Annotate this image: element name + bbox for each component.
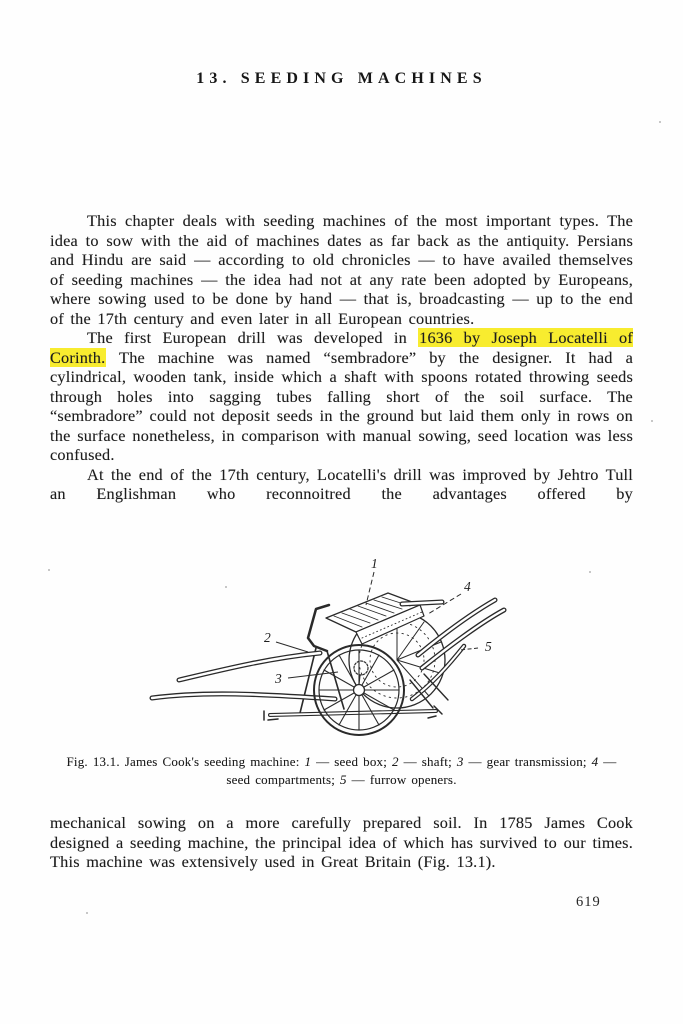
seeding-machine-drawing bbox=[130, 552, 550, 747]
scan-speck bbox=[48, 569, 50, 571]
caption-item-3-num: 3 bbox=[456, 754, 464, 769]
page-title: 13. SEEDING MACHINES bbox=[196, 70, 487, 87]
paragraph-2-after-highlight: The machine was named “sembradore” by the designer. It had a cylindrical, wooden tank, inside which a shaft with spoons rotated throwing seeds through holes into sagging tubes falling short of the soil surface. The “sembradore” could not deposit seeds in the ground but laid them only in rows on the surface nonetheless, in comparison with manual sowing, seed location was less confused. bbox=[50, 347, 633, 464]
caption-item-3-text: — gear transmission; bbox=[463, 754, 592, 769]
caption-item-4-text: — seed compartments; bbox=[226, 754, 617, 787]
highlighted-text: 1636 by Joseph Locatelli of Corinth. bbox=[50, 328, 633, 367]
leader-line-3 bbox=[288, 672, 338, 678]
figure-label-1: 1 bbox=[371, 556, 378, 571]
scan-speck bbox=[589, 571, 591, 573]
main-text-column bbox=[50, 211, 633, 504]
paragraph-1: This chapter deals with seeding machines of the most important types. The idea to sow with the aid of machines dates as far back as the antiquity. Persians and Hindu are said — according to old chronicles — to have availed themselves of seeding machines — the idea had not at any rate been adopted by Europeans, where sowing used to be done by hand — that is, broadcasting — up to the end of the 17th century and even later in all European countries. bbox=[50, 211, 633, 328]
page-number: 619 bbox=[576, 894, 601, 910]
scan-speck bbox=[659, 121, 661, 123]
figure-caption-lead: James Cook's seeding machine: bbox=[119, 754, 305, 769]
leader-line-2 bbox=[276, 642, 308, 652]
scan-speck bbox=[651, 420, 653, 422]
lower-text-column bbox=[50, 813, 633, 872]
caption-item-2-num: 2 bbox=[392, 754, 399, 769]
figure-label-2: 2 bbox=[264, 630, 271, 645]
scan-speck bbox=[225, 586, 227, 588]
paragraph-2-before-highlight: The first European drill was developed in bbox=[87, 328, 419, 347]
paragraph-2 bbox=[50, 328, 633, 465]
caption-item-2-text: — shaft; bbox=[398, 754, 457, 769]
figure-label-5: 5 bbox=[485, 639, 492, 654]
caption-item-5-text: — furrow openers. bbox=[346, 771, 457, 787]
figure-label-3: 3 bbox=[275, 671, 282, 686]
caption-item-1-text: — seed box; bbox=[311, 754, 392, 769]
caption-item-1-num: 1 bbox=[304, 754, 312, 769]
figure-label-4: 4 bbox=[464, 579, 471, 594]
caption-item-5-num: 5 bbox=[340, 771, 347, 787]
figure-illustration bbox=[130, 552, 550, 747]
paragraph-4: mechanical sowing on a more carefully prepared soil. In 1785 James Cook designed a seeding machine, the principal idea of which has survived to our times. This machine was extensively used in Great Britain (Fig. 13.1). bbox=[50, 813, 633, 871]
figure-caption-number: Fig. 13.1. bbox=[66, 754, 120, 769]
caption-item-4-num: 4 bbox=[591, 754, 599, 769]
figure-caption bbox=[55, 753, 628, 788]
paragraph-3: At the end of the 17th century, Locatelli's drill was improved by Jehtro Tull an Englishman who reconnoitred the advantages offered by bbox=[50, 464, 633, 503]
scan-speck bbox=[86, 912, 88, 914]
